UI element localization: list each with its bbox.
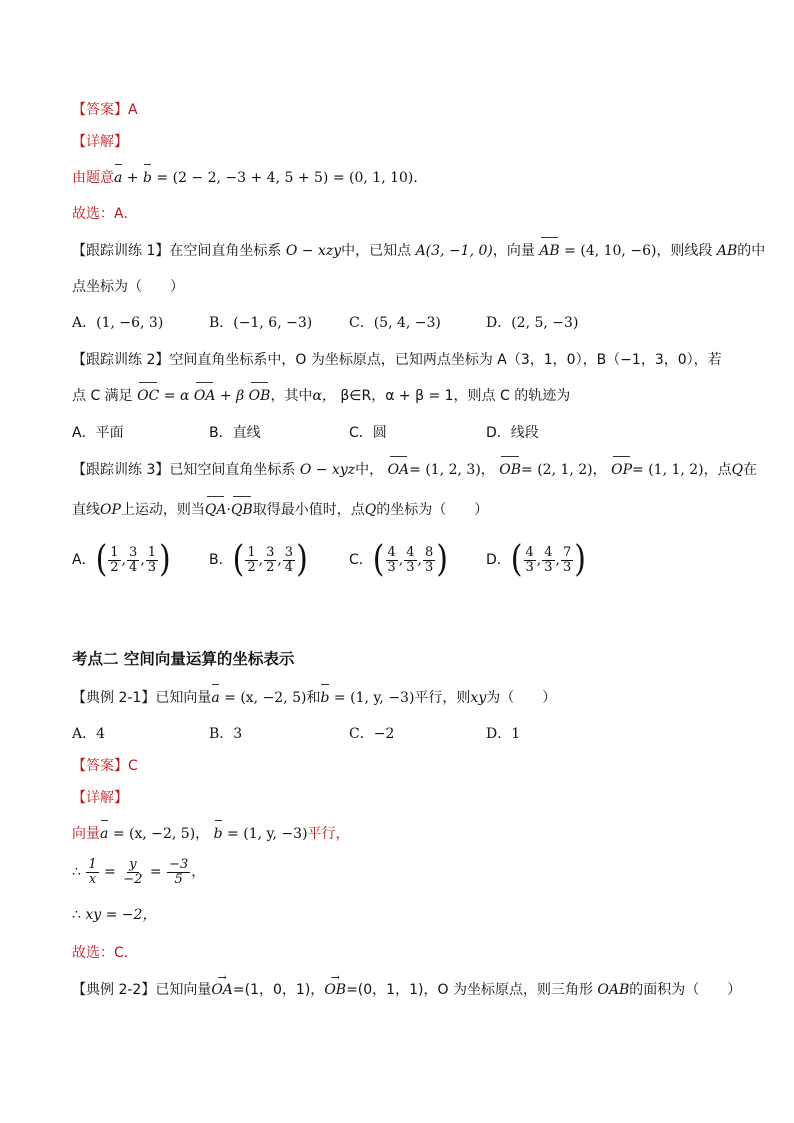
example21-line: 【典例 2-1】已知向量a = (x, −2, 5)和b = (1, y, −3)平行，则xy为（ ）: [72, 690, 557, 706]
vector-op-value: = (1, 1, 2): [632, 462, 704, 478]
detail-line: [72, 168, 427, 188]
option-c[interactable]: C．(5, 4, −3): [349, 315, 441, 331]
option-c[interactable]: C．( $\frac{4}{3}$ , $\frac{4}{3}$ , $\frac{8}{3}$ ): [349, 538, 448, 581]
option-a[interactable]: A．4: [72, 726, 106, 742]
follow1-line1: 【跟踪训练 1】在空间直角坐标系 O − xzy中，已知点 A(3, −1, 0)，向量 AB = (4, 10, −6)，则线段 AB的中: [72, 243, 766, 259]
answer-value: C: [128, 758, 138, 774]
answer-line: [72, 100, 138, 120]
follow3-line1: 【跟踪训练 3】已知空间直角坐标系 O − xyz中， OA= (1, 2, 3)， OB= (2, 1, 2)， OP= (1, 1, 2)，点Q在: [72, 462, 758, 478]
option-b[interactable]: B．(−1, 6, −3): [209, 315, 313, 331]
answer-value: A: [128, 102, 138, 118]
coord-system: O − xzy: [285, 243, 342, 259]
follow1-label: 【跟踪训练 1】: [72, 243, 170, 259]
follow2-label: 【跟踪训练 2】: [72, 352, 170, 368]
example22-line: 【典例 2-2】已知向量→ OA=(1，0，1)，→ OB=(0，1，1)，O 为坐标原点，则三角形 OAB的面积为（ ）: [72, 980, 741, 1000]
vector-ab: AB: [539, 243, 560, 259]
follow3-options: [72, 538, 752, 585]
option-d[interactable]: D．1: [486, 726, 521, 742]
vector-oa-value: = (1, 2, 3): [409, 462, 481, 478]
detail2-line2: ∴ $\frac{1}{x}$ = $\frac{y}{-2}$ = $\frac{-3}{5}$ ，: [72, 856, 206, 887]
option-b[interactable]: B．( $\frac{1}{2}$ , $\frac{3}{2}$ , $\frac{3}{4}$ ): [209, 538, 308, 581]
follow2-line2: 点 C 满足 OC = α OA + β OB，其中α， β∈R，α + β = 1，则点 C 的轨迹为: [72, 388, 571, 404]
example21-label: 【典例 2-1】: [72, 690, 156, 706]
detail-expression: = (2 − 2, −3 + 4, 5 + 5) = (0, 1, 10)．: [156, 170, 428, 186]
option-c[interactable]: C．圆: [349, 425, 387, 441]
conclusion-2: 故选：C．: [72, 945, 138, 961]
follow3-line2: 直线OP上运动，则当QA·QB取得最小值时，点Q的坐标为（ ）: [72, 502, 489, 518]
answer-line-2: 【答案】C: [72, 758, 138, 774]
detail-label: 【详解】: [72, 134, 128, 150]
follow2-line1: 【跟踪训练 2】空间直角坐标系中，O 为坐标原点，已知两点坐标为 A（3，1，0），B（−1，3，0），若: [72, 352, 722, 368]
vector-ab-value: = (4, 10, −6): [564, 243, 657, 259]
option-b[interactable]: B．直线: [209, 425, 261, 441]
vector-sum: a + b: [114, 170, 152, 186]
option-d[interactable]: D．( $\frac{4}{3}$ , $\frac{4}{3}$ , $\frac{7}{3}$ ): [486, 538, 586, 581]
example22-label: 【典例 2-2】: [72, 982, 156, 998]
coord-system: O − xyz: [299, 462, 356, 478]
detail-label-2: 【详解】: [72, 790, 128, 806]
detail-prefix: 由题意: [72, 170, 114, 186]
option-a[interactable]: A．( $\frac{1}{2}$ , $\frac{3}{4}$ , $\frac{1}{3}$ ): [72, 538, 171, 581]
point-a: A(3, −1, 0): [415, 243, 493, 259]
oc-expression: OC = α OA + β OB: [137, 388, 271, 404]
vector-ob-value: = (2, 1, 2): [521, 462, 593, 478]
segment-ab: AB: [716, 243, 738, 259]
option-d[interactable]: D．线段: [486, 425, 539, 441]
option-c[interactable]: C．−2: [349, 726, 395, 742]
option-a[interactable]: A．平面: [72, 425, 124, 441]
option-d[interactable]: D．(2, 5, −3): [486, 315, 579, 331]
answer-label: 【答案】: [72, 102, 128, 118]
option-a[interactable]: A．(1, −6, 3): [72, 315, 164, 331]
follow1-line2: 点坐标为（ ）: [72, 279, 184, 295]
detail2-line3: ∴ xy = −2，: [72, 907, 157, 923]
option-b[interactable]: B．3: [209, 726, 243, 742]
conclusion-1: 故选：A．: [72, 206, 138, 222]
follow3-label: 【跟踪训练 3】: [72, 462, 170, 478]
detail2-line1: 向量a = (x, −2, 5)， b = (1, y, −3)平行，: [72, 826, 350, 842]
section-heading: 考点二 空间向量运算的坐标表示: [72, 650, 295, 668]
